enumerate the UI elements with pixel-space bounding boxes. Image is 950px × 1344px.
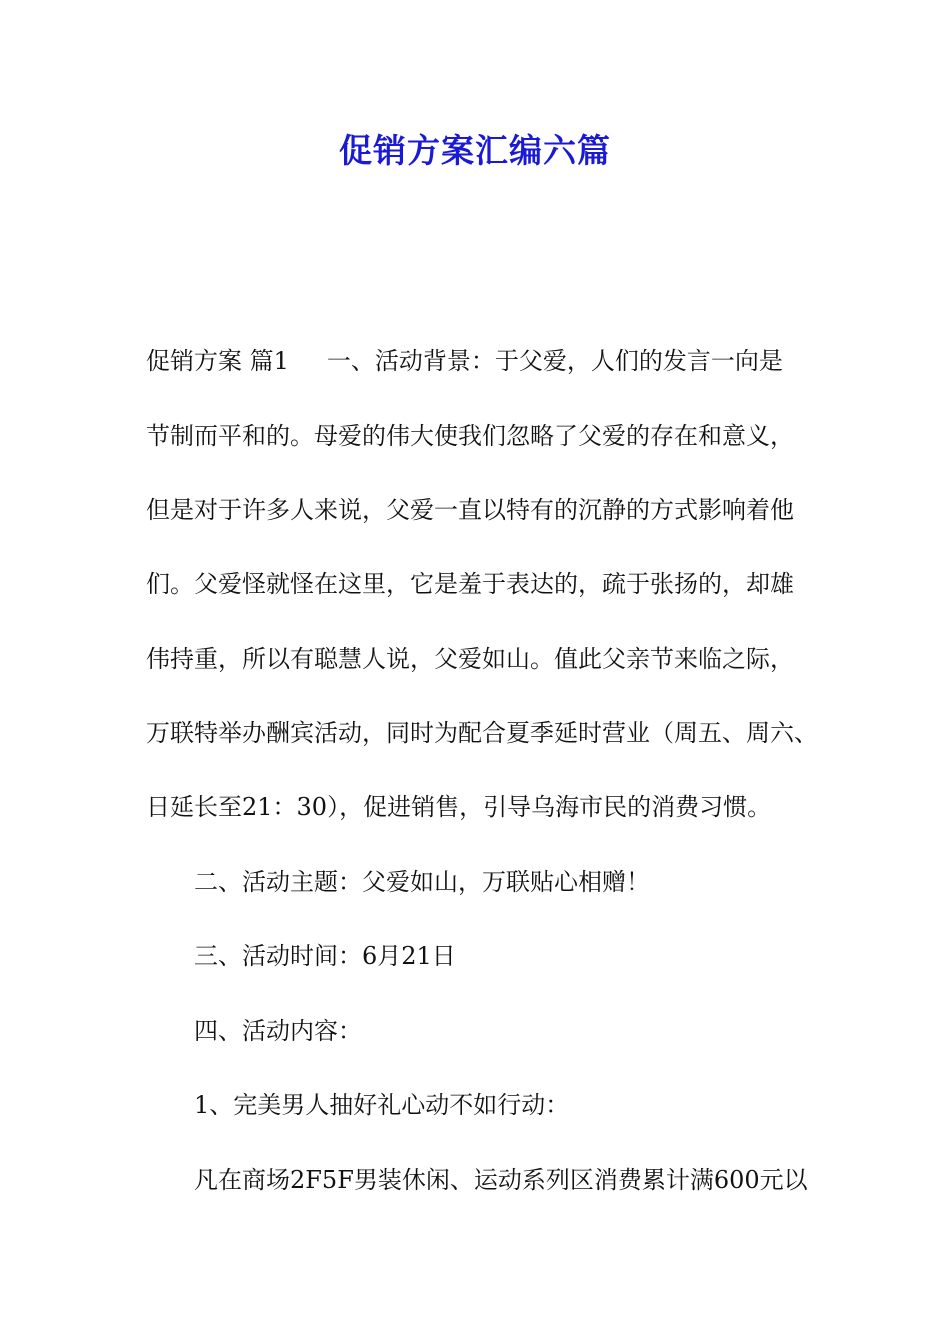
paragraph-line-5: 伟持重，所以有聪慧人说，父爱如山。值此父亲节来临之际，	[146, 645, 794, 673]
document-title: 促销方案汇编六篇	[339, 131, 611, 170]
paragraph-line-1	[146, 345, 783, 377]
line-text: 一、活动背景：于父爱，人们的发言一向是	[326, 347, 783, 375]
activity-time: 三、活动时间：6月21日	[194, 942, 456, 970]
paragraph-line-3: 但是对于许多人来说，父爱一直以特有的沉静的方式影响着他	[146, 496, 794, 524]
activity-item-1: 1、完美男人抽好礼心动不如行动：	[194, 1091, 570, 1119]
activity-theme: 二、活动主题：父爱如山，万联贴心相赠！	[194, 868, 650, 896]
paragraph-line-6: 万联特举办酬宾活动，同时为配合夏季延时营业（周五、周六、	[146, 719, 818, 747]
paragraph-line-4: 们。父爱怪就怪在这里，它是羞于表达的，疏于张扬的，却雄	[146, 570, 794, 598]
activity-item-1-detail: 凡在商场2F5F男装休闲、运动系列区消费累计满600元以	[194, 1166, 808, 1194]
activity-content-heading: 四、活动内容：	[194, 1017, 362, 1045]
paragraph-line-7: 日延长至21：30），促进销售，引导乌海市民的消费习惯。	[146, 793, 772, 821]
section-heading: 促销方案 篇1	[146, 347, 289, 375]
paragraph-line-2: 节制而平和的。母爱的伟大使我们忽略了父爱的存在和意义，	[146, 422, 794, 450]
